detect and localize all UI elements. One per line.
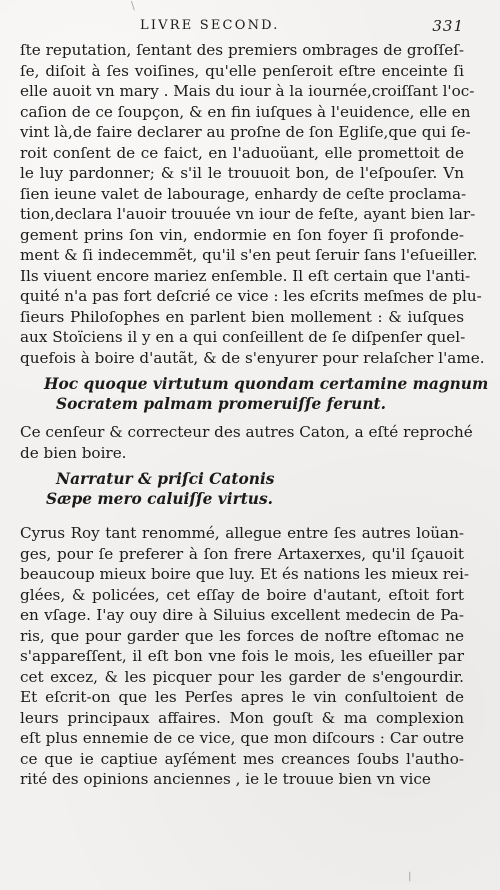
text-line: gement prins ſon vin, endormie en ſon foyer ſi profonde- xyxy=(20,225,464,244)
page-number: 331 xyxy=(432,17,464,35)
text-line: le luy pardonner; & s'il le trouuoit bon, de l'eſpouſer. Vn xyxy=(20,164,464,182)
page-text xyxy=(20,40,489,790)
text-line: ris, que pour garder que les forces de noſtre eſtomac ne xyxy=(20,626,464,645)
text-line: vint là,de faire declarer au proſne de ſon Egliſe,que qui ſe- xyxy=(20,123,471,141)
ink-mark: / xyxy=(406,869,414,884)
text-line: ges, pour ſe preferer à ſon frere Artaxerxes, qu'il ſçauoit xyxy=(20,544,464,563)
text-line: tion,declara l'auoir trouuée vn iour de feſte, ayant bien lar- xyxy=(20,205,476,223)
paragraph-2 xyxy=(20,422,473,463)
text-line: Ils viuent encore mariez enſemble. Il eſt certain que l'anti- xyxy=(20,266,471,285)
running-head xyxy=(20,18,464,38)
latin-quote-1 xyxy=(20,374,489,414)
text-line: ſieurs Philoſophes en parlent bien mollement : & iuſques xyxy=(20,307,464,326)
text-line: rité des opinions anciennes , ie le trouue bien vn vice xyxy=(20,770,431,788)
paragraph-3 xyxy=(20,523,470,790)
text-line: Cyrus Roy tant renommé, allegue entre ſes autres loüan- xyxy=(20,524,464,542)
text-line: eſt plus ennemie de ce vice, que mon diſcours : Car outre xyxy=(20,729,464,747)
text-line: leurs principaux affaires. Mon gouſt & ma complexion xyxy=(20,708,464,727)
text-line: ſte reputation, ſentant des premiers ombrages de groſſeſ- xyxy=(20,41,464,59)
text-line: Et eſcrit-on que les Perſes apres le vin conſultoient de xyxy=(20,688,464,706)
text-line: en vſage. I'ay ouy dire à Siluius excellent medecin de Pa- xyxy=(20,606,464,624)
running-title: LIVRE SECOND. xyxy=(140,18,280,33)
text-line: ce que ie captiue ayſément mes creances ſoubs l'autho- xyxy=(20,749,464,768)
text-line: caſion de ce ſoupçon, & en fin iuſques à l'euidence, elle en xyxy=(20,102,471,121)
text-line: de bien boire. xyxy=(20,443,127,462)
quote-line: Socratem palmam promeruiſſe ferunt. xyxy=(56,395,386,413)
quote-line: Narratur & priſci Catonis xyxy=(56,470,275,488)
text-line: beaucoup mieux boire que luy. Et és nations les mieux rei- xyxy=(20,565,470,583)
text-line: roit conſent de ce faict, en l'aduoüant, elle promettoit de xyxy=(20,143,464,162)
quote-line: Sæpe mero caluiſſe virtus. xyxy=(46,490,274,508)
text-line: elle auoit vn mary . Mais du iour à la iournée,croiſſant l'oc- xyxy=(20,82,475,100)
text-line: glées, & policées, cet eſſay de boire d'autant, eſtoit fort xyxy=(20,585,464,604)
text-line: aux Stoïciens il y en a qui conſeillent de ſe diſpenſer quel- xyxy=(20,328,466,346)
text-line: quefois à boire d'autãt, & de s'enyurer pour relaſcher l'ame. xyxy=(20,348,485,367)
latin-quote-2 xyxy=(20,469,464,509)
text-line: quité n'a pas fort deſcrié ce vice : les eſcrits meſmes de plu- xyxy=(20,287,482,305)
ink-mark: \ xyxy=(131,0,135,12)
paragraph-1 xyxy=(20,40,485,368)
text-line: ſe, diſoit à ſes voiſines, qu'elle penſeroit eſtre enceinte ſi xyxy=(20,61,464,80)
quote-line: Hoc quoque virtutum quondam certamine magnum xyxy=(44,375,489,393)
text-line: cet excez, & les picquer pour les garder de s'engourdir. xyxy=(20,667,464,686)
text-line: Ce cenſeur & correcteur des autres Caton, a eſté reproché xyxy=(20,423,473,441)
text-line: ſien ieune valet de labourage, enhardy de ceſte proclama- xyxy=(20,184,467,203)
text-line: s'appareſſent, il eſt bon vne fois le mois, les eſueiller par xyxy=(20,647,464,665)
text-line: ment & ſi indecemmẽt, qu'il s'en peut ſeruir ſans l'eſueiller. xyxy=(20,246,478,264)
